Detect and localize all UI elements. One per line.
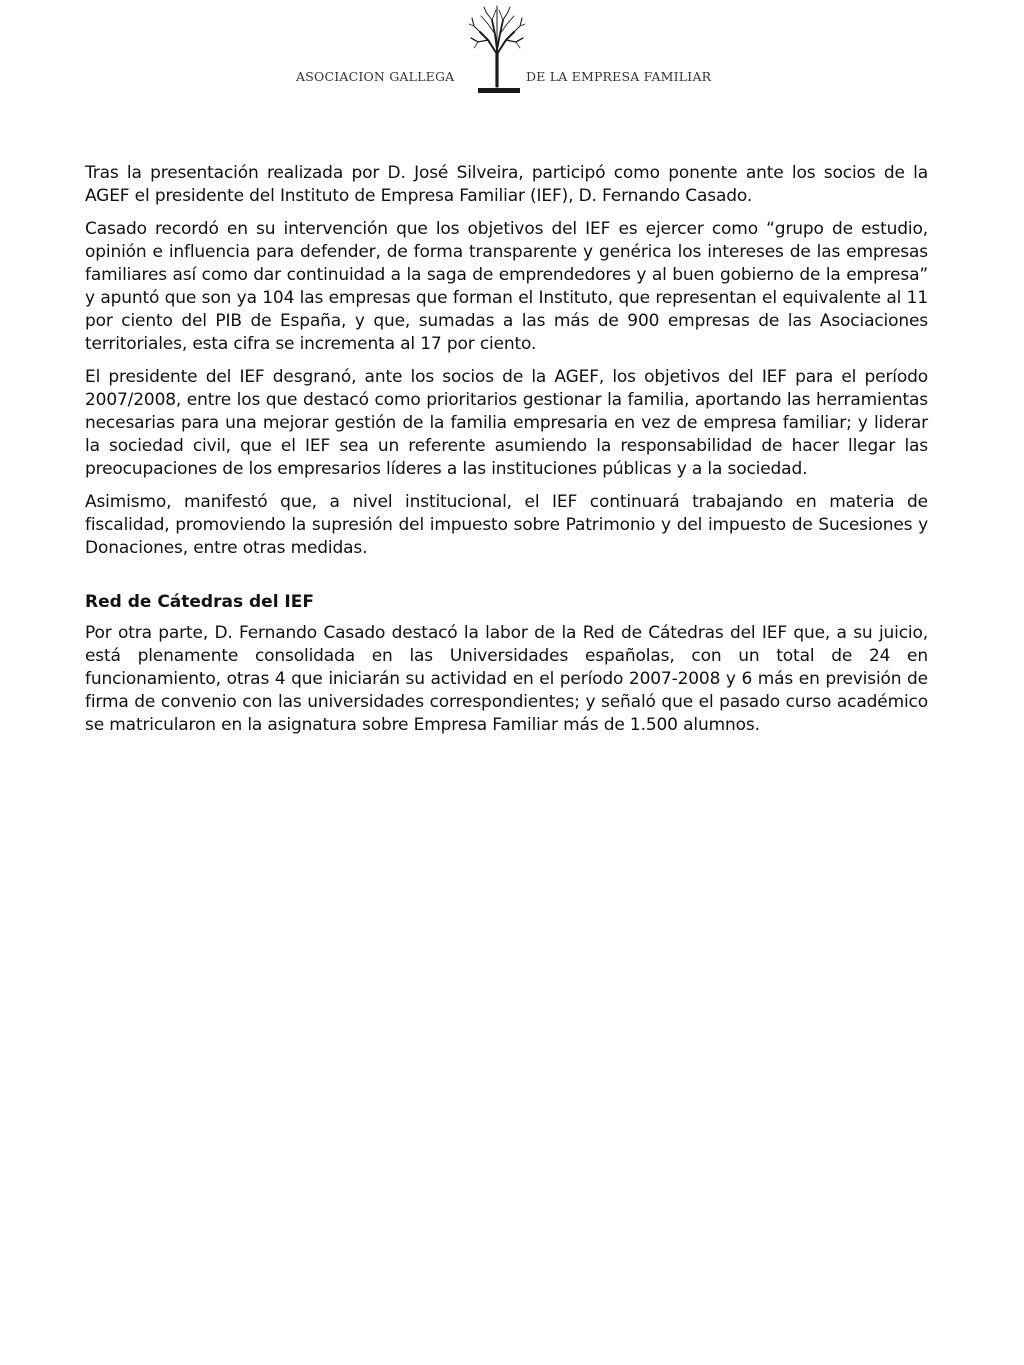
paragraph: Asimismo, manifestó que, a nivel institucional, el IEF continuará trabajando en materia de fiscalidad, promoviendo la supresión del impuesto sobre Patrimonio y del impuesto de Sucesiones y Donaciones, entre otras medidas. [85, 492, 928, 558]
letterhead [0, 0, 1024, 100]
org-name-right: DE LA EMPRESA FAMILIAR [526, 69, 712, 84]
paragraph: Casado recordó en su intervención que los objetivos del IEF es ejercer como “grupo de estudio, opinión e influencia para defender, de forma transparente y genérica los intereses de las empresas familiares así como dar continuidad a la saga de emprendedores y al buen gobierno de la empresa” y apuntó que son ya 104 las empresas que forman el Instituto, que representan el equivalente al 11 por ciento del PIB de España, y que, sumadas a las más de 900 empresas de las Asociaciones territoriales, esta cifra se incrementa al 17 por ciento. [85, 219, 928, 354]
paragraph: Por otra parte, D. Fernando Casado destacó la labor de la Red de Cátedras del IEF que, a su juicio, está plenamente consolidada en las Universidades españolas, con un total de 24 en funcionamiento, otras 4 que iniciarán su actividad en el período 2007-2008 y 6 más en previsión de firma de convenio con las universidades correspondientes; y señaló que el pasado curso académico se matricularon en la asignatura sobre Empresa Familiar más de 1.500 alumnos. [85, 623, 928, 735]
document-body [85, 162, 928, 747]
paragraph: Tras la presentación realizada por D. José Silveira, participó como ponente ante los socios de la AGEF el presidente del Instituto de Empresa Familiar (IEF), D. Fernando Casado. [85, 163, 928, 206]
tree-icon [468, 4, 526, 96]
org-name-left: ASOCIACION GALLEGA [296, 69, 455, 84]
section-heading: Red de Cátedras del IEF [85, 592, 314, 612]
paragraph: El presidente del IEF desgranó, ante los socios de la AGEF, los objetivos del IEF para el período 2007/2008, entre los que destacó como prioritarios gestionar la familia, aportando las herramientas necesarias para una mejorar gestión de la familia empresaria en vez de empresa familiar; y liderar la sociedad civil, que el IEF sea un referente asumiendo la responsabilidad de hacer llegar las preocupaciones de los empresarios líderes a las instituciones públicas y a la sociedad. [85, 367, 928, 479]
